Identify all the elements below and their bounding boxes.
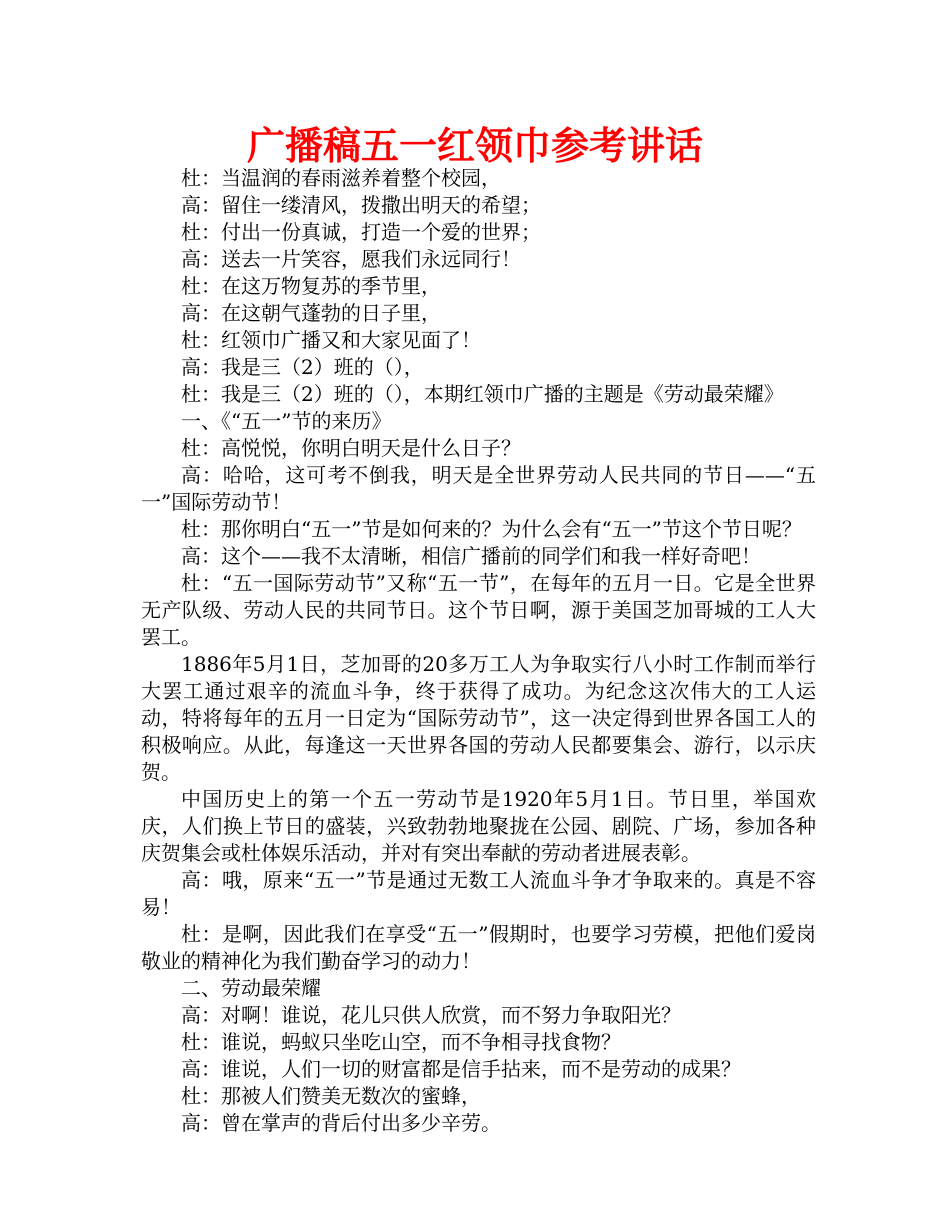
paragraph: 高：在这朝气蓬勃的日子里， <box>181 301 441 325</box>
paragraph: 高：曾在掌声的背后付出多少辛劳。 <box>181 1111 501 1135</box>
paragraph: 杜：高悦悦，你明白明天是什么日子？ <box>181 436 521 460</box>
paragraph: 高：留住一缕清风，拨撒出明天的希望； <box>181 193 541 217</box>
section-heading: 一、《“五一”节的来历》 <box>181 409 392 433</box>
paragraph: 杜：付出一份真诚，打造一个爱的世界； <box>181 220 541 244</box>
paragraph: 高：这个——我不太清晰，相信广播前的同学们和我一样好奇吧！ <box>181 544 761 568</box>
paragraph: 高：哦，原来“五一”节是通过无数工人流血斗争才争取来的。真是不容易！ <box>141 868 816 919</box>
document-title: 广播稿五一红领巾参考讲话 <box>246 124 703 168</box>
paragraph: 杜：在这万物复苏的季节里， <box>181 274 441 298</box>
paragraph: 高：哈哈，这可考不倒我，明天是全世界劳动人民共同的节日——“五一”国际劳动节！ <box>141 463 816 514</box>
paragraph: 高：谁说，人们一切的财富都是信手拈来，而不是劳动的成果？ <box>181 1057 741 1081</box>
paragraph: 高：我是三（2）班的（）， <box>181 355 424 379</box>
paragraph: 杜：我是三（2）班的（），本期红领巾广播的主题是《劳动最荣耀》 <box>181 382 784 406</box>
paragraph: 杜：当温润的春雨滋养着整个校园， <box>181 166 501 190</box>
paragraph: 杜：那被人们赞美无数次的蜜蜂， <box>181 1084 481 1108</box>
paragraph: 中国历史上的第一个五一劳动节是1920年5月1日。节日里，举国欢庆，人们换上节日的盛装，兴致勃勃地聚拢在公园、剧院、广场，参加各种庆贺集会或杜体娱乐活动，并对有突出奉献的劳动者进展表彰。 <box>141 787 816 865</box>
paragraph: 1886年5月1日，芝加哥的20多万工人为争取实行八小时工作制而举行大罢工通过艰辛的流血斗争，终于获得了成功。为纪念这次伟大的工人运动，特将每年的五月一日定为“国际劳动节”，这一决定得到世界各国工人的积极响应。从此，每逢这一天世界各国的劳动人民都要集会、游行，以示庆贺。 <box>141 652 816 784</box>
paragraph: 杜：“五一国际劳动节”又称“五一节”，在每年的五月一日。它是全世界无产队级、劳动人民的共同节日。这个节日啊，源于美国芝加哥城的工人大罢工。 <box>141 571 816 649</box>
document-body <box>141 165 816 1137</box>
paragraph: 杜：谁说，蚂蚁只坐吃山空，而不争相寻找食物？ <box>181 1030 621 1054</box>
paragraph: 高：对啊！谁说，花儿只供人欣赏，而不努力争取阳光？ <box>181 1003 681 1027</box>
paragraph: 杜：那你明白“五一”节是如何来的？为什么会有“五一”节这个节日呢？ <box>181 517 802 541</box>
paragraph: 高：送去一片笑容，愿我们永远同行！ <box>181 247 521 271</box>
section-heading: 二、劳动最荣耀 <box>181 976 321 1000</box>
paragraph: 杜：是啊，因此我们在享受“五一”假期时，也要学习劳模，把他们爱岗敬业的精神化为我们勤奋学习的动力！ <box>141 922 816 973</box>
paragraph: 杜：红领巾广播又和大家见面了！ <box>181 328 481 352</box>
